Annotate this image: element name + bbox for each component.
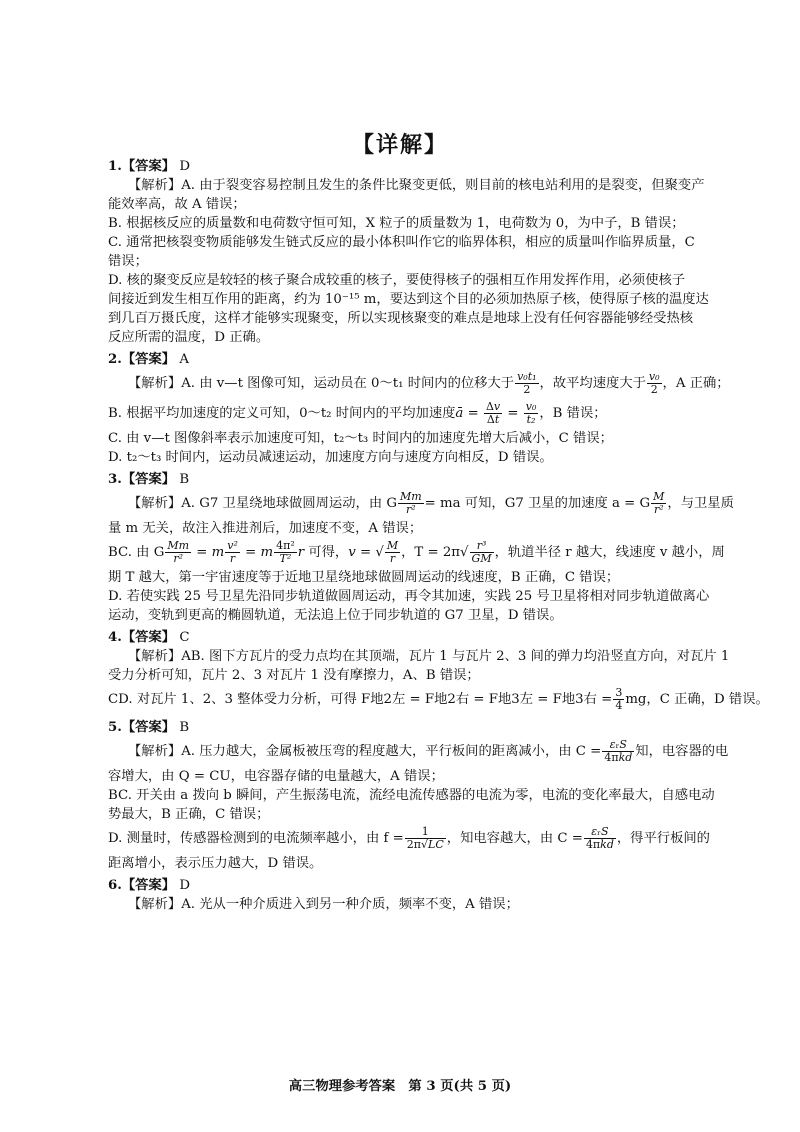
- q1-analysis-line: [108, 176, 708, 195]
- fraction-dv-over-dt: $\frac{\Delta v}{\Delta t}$: [485, 400, 501, 426]
- q1-line: 错误；: [108, 254, 148, 269]
- q3-line: 期 T 越大，第一宇宙速度等于近地卫星绕地球做圆周运动的线速度，B 正确，C 错误；: [108, 570, 620, 585]
- q4-analysis-line: [108, 647, 730, 666]
- q2-line: ，A 正确；: [662, 376, 730, 391]
- answers-content: [108, 154, 769, 914]
- q1-answer-label: 1.【答案】: [108, 159, 176, 174]
- q5-line: BC. 开关由 a 拨向 b 瞬间，产生振荡电流，流经电流传感器的电流为零，电流的变化率最大，自感电动: [108, 788, 715, 803]
- q5-answer-row: [108, 718, 708, 737]
- fraction-Mm-over-r2: $\frac{Mm}{\text{r²}}$: [167, 539, 190, 565]
- q5-analysis-label: 【解析】: [128, 744, 182, 759]
- q2-analysis-label: 【解析】: [128, 376, 182, 391]
- q4-answer-label: 4.【答案】: [108, 630, 176, 645]
- q5-line: 距离增小，表示压力越大，D 错误。: [108, 856, 323, 871]
- q4-answer-value: C: [179, 630, 190, 645]
- q5-line: A. 压力越大，金属板被压弯的程度越大，平行板间的距离减小，由 C =: [181, 744, 602, 759]
- q2-analysis-line: [108, 369, 730, 399]
- q6-analysis-label: 【解析】: [128, 897, 182, 912]
- fraction-G-M-over-r: $\frac{M}{r}$: [386, 539, 399, 565]
- fraction-r3-over-GM: $\frac{\text{r³}}{GM}$: [471, 539, 492, 565]
- q4-line: CD. 对瓦片 1、2、3 整体受力分析，可得 F地2左 = F地2右 = F地3左 = F地3右 =: [108, 692, 613, 707]
- q1-line: C. 通常把核裂变物质能够发生链式反应的最小体积叫作它的临界体积，相应的质量叫作临界质量，C: [108, 235, 695, 250]
- q1-line: 到几百万摄氏度，这样才能够实现聚变，所以实现核聚变的难点是地球上没有任何容器能够经受热核: [108, 311, 694, 326]
- q1-line: 能效率高，故 A 错误；: [108, 197, 246, 212]
- q2-line: B. 根据平均加速度的定义可知，0～t₂ 时间内的平均加速度: [108, 406, 456, 421]
- q5-line: 容增大，由 Q = CU，电容器存储的电量越大，A 错误；: [108, 769, 444, 784]
- q6-analysis-line: [108, 895, 708, 914]
- fraction-4pi2-over-T2: $\frac{\text{4π²}}{\text{T²}}$: [276, 539, 295, 565]
- q3-line: = ma 可知，G7 卫星的加速度 a = G: [424, 496, 651, 511]
- fraction-erS-over-4pikd: $\frac{\text{εᵣS}}{\text{4πkd}}$: [585, 825, 614, 851]
- q2-line: ，B 错误；: [539, 406, 607, 421]
- page-title: 【详解】: [351, 133, 448, 158]
- q1-answer-value: D: [179, 159, 190, 174]
- q5-answer-label: 5.【答案】: [108, 720, 176, 735]
- q1-line: 反应所需的温度，D 正确。: [108, 330, 270, 345]
- q2-line: ，故平均速度大于: [539, 376, 646, 391]
- fraction-Mm-over-r2: $\frac{Mm}{\text{r²}}$: [399, 490, 422, 516]
- q2-line: A. 由 v—t 图像可知，运动员在 0～t₁ 时间内的位移大于: [181, 376, 515, 391]
- q6-line: A. 光从一种介质进入到另一种介质，频率不变，A 错误；: [181, 897, 519, 912]
- q1-line: D. 核的聚变反应是较轻的核子聚合成较重的核子，要使得核子的强相互作用发挥作用，必须使核子: [108, 273, 686, 288]
- fraction-v0-over-t2: $\frac{\text{v₀}}{\text{t₂}}$: [525, 400, 537, 426]
- q2-line-b: B. 根据平均加速度的定义可知，0～t₂ 时间内的平均加速度ā = $\frac{\Delta v}{\Delta t}$ = $\frac{\text{v₀}}{\text{t₂}}$ ，B 错误；: [108, 400, 607, 426]
- q6-answer-value: D: [179, 878, 190, 893]
- q2-answer-row: [108, 350, 708, 369]
- q1-analysis-label: 【解析】: [128, 178, 182, 193]
- q3-line: ，与卫星质: [667, 496, 734, 511]
- q4-line: AB. 图下方瓦片的受力点均在其顶端，瓦片 1 与瓦片 2、3 间的弹力均沿竖直方向，对瓦片 1: [181, 649, 730, 664]
- q5-line: 势最大，B 正确，C 错误；: [108, 807, 270, 822]
- q4-line: 受力分析可知，瓦片 2、3 对瓦片 1 没有摩擦力，A、B 错误；: [108, 668, 480, 683]
- fraction-M-over-r2: $\frac{M}{\text{r²}}$: [653, 490, 665, 516]
- q5-line: 知，电容器的电: [635, 744, 729, 759]
- q5-line: D. 测量时，传感器检测到的电流频率越小，由 f =: [108, 831, 404, 846]
- q5-answer-value: B: [179, 720, 190, 735]
- q4-answer-row: [108, 628, 708, 647]
- q2-line: D. t₂～t₃ 时间内，运动员减速运动，加速度方向与速度方向相反，D 错误。: [108, 450, 553, 465]
- q5-analysis-line: [108, 737, 729, 767]
- q4-line-cd: [108, 685, 769, 715]
- q3-line: D. 若使实践 25 号卫星先沿同步轨道做圆周运动，再令其加速，实践 25 号卫星将相对同步轨道做离心: [108, 589, 710, 604]
- q3-answer-label: 3.【答案】: [108, 472, 176, 487]
- q3-line: A. G7 卫星绕地球做圆周运动，由 G: [181, 496, 397, 511]
- q3-line: ，轨道半径 r 越大，线速度 v 越小，周: [494, 545, 725, 560]
- q1-answer-row: [108, 157, 708, 176]
- q1-line: A. 由于裂变容易控制且发生的条件比聚变更低，则目前的核电站利用的是裂变，但聚变产: [181, 178, 705, 193]
- q2-line: C. 由 v—t 图像斜率表示加速度可知，t₂～t₃ 时间内的加速度先增大后减小，C 错误；: [108, 431, 613, 446]
- q4-analysis-label: 【解析】: [128, 649, 182, 664]
- q5-line-d: [108, 824, 708, 854]
- q3-answer-row: [108, 470, 708, 489]
- fraction-v0t1-over-2: $\frac{\text{v₀t₁}}{2}$: [517, 370, 537, 396]
- q3-analysis-label: 【解析】: [128, 496, 182, 511]
- q5-line: ，得平行板间的: [616, 831, 710, 846]
- q3-line: BC. 由 G: [108, 545, 165, 560]
- q3-analysis-line: [108, 489, 734, 519]
- fraction-v0-over-2: $\frac{\text{v₀}}{2}$: [648, 370, 660, 396]
- fraction-erS-over-4pikd: $\frac{\text{εᵣS}}{\text{4πkd}}$: [604, 738, 633, 764]
- fraction-3-over-4: $\frac{3}{4}$: [615, 686, 623, 712]
- q5-line: ，知电容越大，由 C =: [446, 831, 583, 846]
- q3-line: ，T = 2π: [401, 545, 461, 560]
- q2-answer-label: 2.【答案】: [108, 352, 176, 367]
- fraction-1-over-2pi-sqrtLC: $\frac{1}{2\pi√LC}$: [406, 825, 444, 851]
- q1-line: 间接近到发生相互作用的距离，约为 10⁻¹⁵ m，要达到这个目的必须加热原子核，使得原子核的温度达: [108, 292, 709, 307]
- q4-line: mg，C 正确，D 错误。: [625, 692, 769, 707]
- fraction-v2-over-r: $\frac{\text{v²}}{r}$: [227, 539, 238, 565]
- q3-answer-value: B: [179, 472, 190, 487]
- q3-line-bc: BC. 由 G $\frac{Mm}{\text{r²}}$ = m $\frac{\text{v²}}{r}$ = m $\frac{\text{4π²}}{\text{T²}}$ r 可得，v = √ $\frac{M}{r}$ ，T = 2π√ $\frac{\text{r³}}{GM}$ ，轨道半径 r 越大，线速度 v 越小，周: [108, 539, 725, 565]
- q1-line: B. 根据核反应的质量数和电荷数守恒可知，X 粒子的质量数为 1，电荷数为 0，为中子，B 错误；: [108, 216, 685, 231]
- q3-line: 量 m 无关，故注入推进剂后，加速度不变，A 错误；: [108, 521, 423, 536]
- q2-answer-value: A: [179, 352, 189, 367]
- q3-line: 运动，变轨到更高的椭圆轨道，无法追上位于同步轨道的 G7 卫星，D 错误。: [108, 608, 563, 623]
- q6-answer-row: [108, 876, 708, 895]
- q6-answer-label: 6.【答案】: [108, 878, 176, 893]
- page-footer: 高三物理参考答案 第 3 页(共 5 页): [288, 1079, 512, 1094]
